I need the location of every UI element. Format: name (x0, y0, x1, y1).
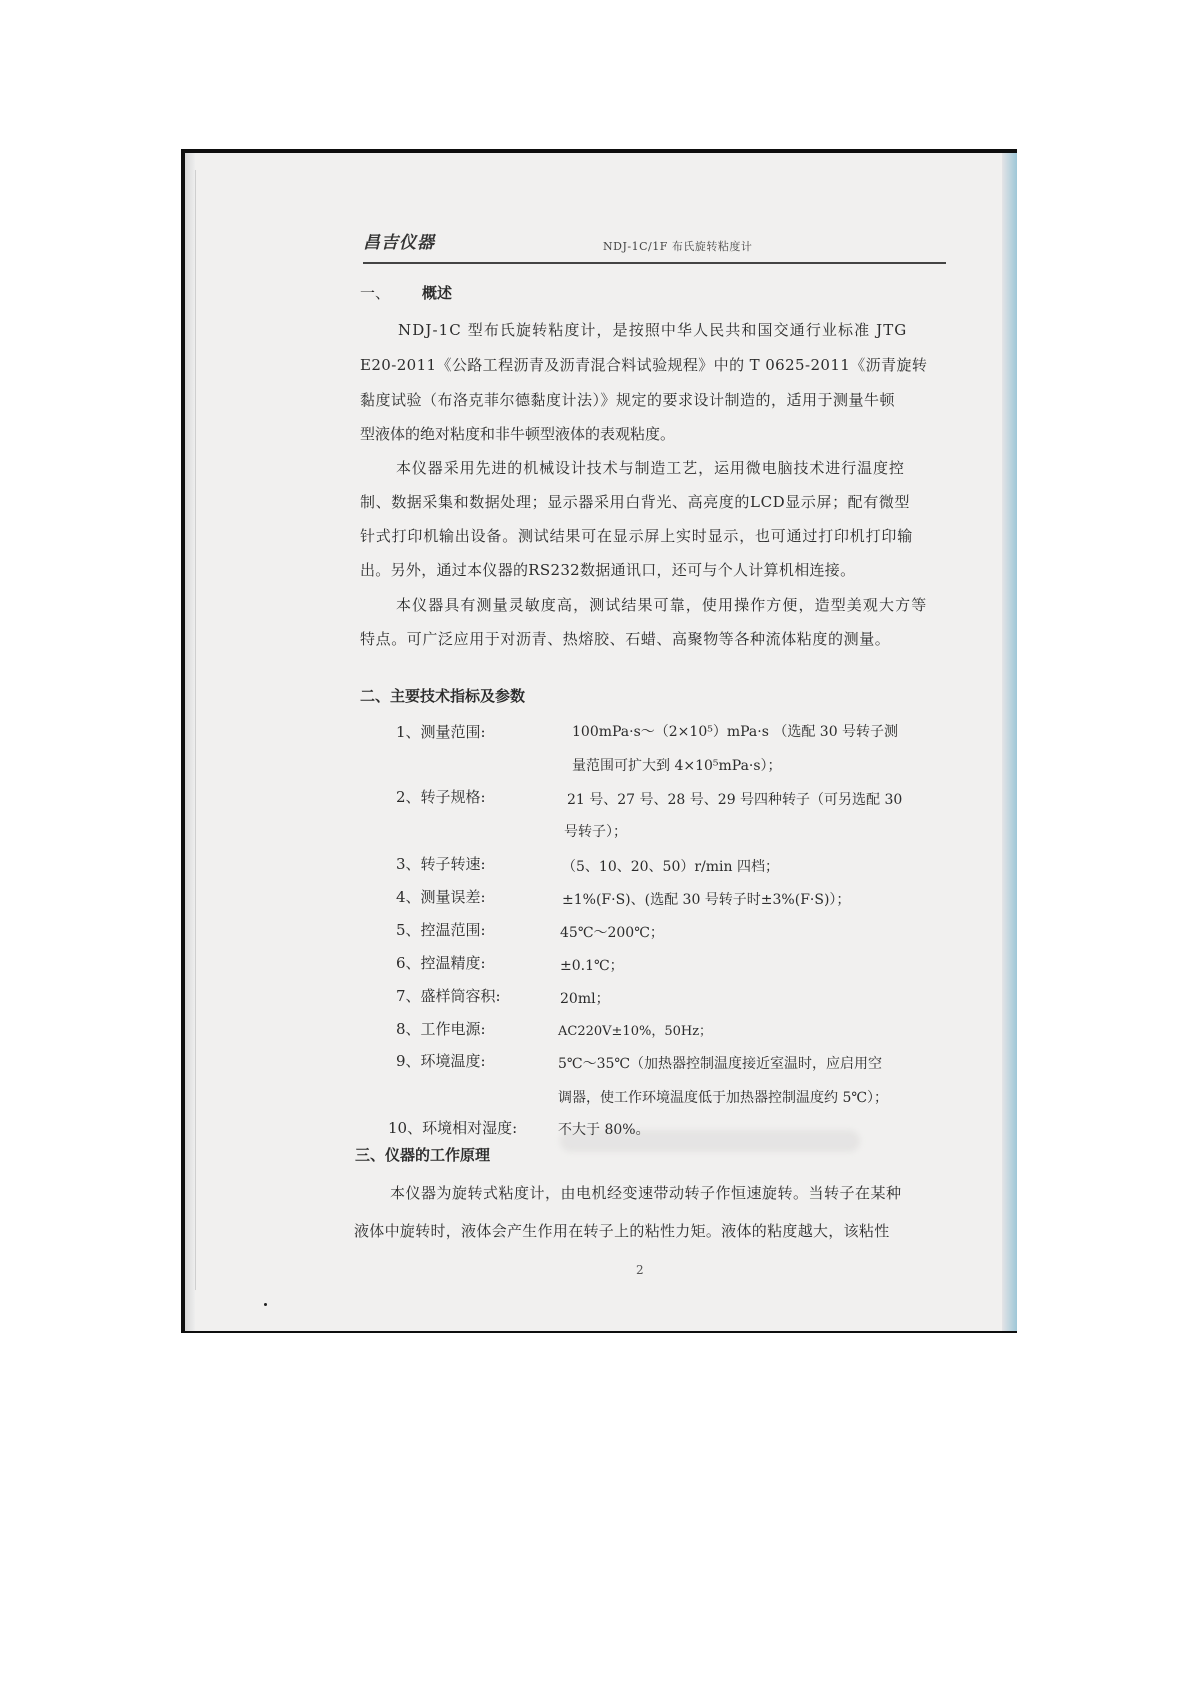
spec-label: 7、盛样筒容积: (396, 987, 501, 1005)
page-shadow-right (1002, 153, 1017, 1331)
paragraph-line: E20-2011《公路工程沥青及沥青混合料试验规程》中的 T 0625-2011《沥青旋转 (360, 356, 928, 374)
spec-label: 6、控温精度: (396, 954, 486, 972)
spec-value: 号转子）； (564, 824, 627, 840)
spec-label: 5、控温范围: (396, 921, 486, 939)
section2-title: 二、主要技术指标及参数 (360, 687, 526, 705)
paragraph-line: NDJ-1C 型布氏旋转粘度计，是按照中华人民共和国交通行业标准 JTG (398, 321, 908, 339)
paragraph-line: 针式打印机输出设备。测试结果可在显示屏上实时显示，也可通过打印机打印输 (360, 527, 914, 545)
spec-label: 1、测量范围: (396, 723, 486, 741)
paragraph-line: 型液体的绝对粘度和非牛顿型液体的表观粘度。 (360, 425, 676, 443)
page-crease (195, 170, 196, 1290)
spec-value: 量范围可扩大到 4×10⁵mPa·s）； (572, 758, 782, 774)
paragraph-line: 液体中旋转时，液体会产生作用在转子上的粘性力矩。液体的粘度越大，该粘性 (354, 1222, 890, 1240)
spec-value: AC220V±10%，50Hz； (558, 1024, 713, 1039)
paragraph-line: 本仪器具有测量灵敏度高，测试结果可靠，使用操作方便，造型美观大方等 (396, 596, 928, 614)
spec-label: 10、环境相对湿度: (388, 1119, 518, 1137)
spec-value: ±1%(F·S)、(选配 30 号转子时±3%(F·S)）； (562, 892, 851, 908)
spec-value: （5、10、20、50）r/min 四档； (562, 859, 779, 875)
paragraph-line: 本仪器为旋转式粘度计，由电机经变速带动转子作恒速旋转。当转子在某种 (390, 1184, 902, 1202)
spec-value: 21 号、27 号、28 号、29 号四种转子（可另选配 30 (567, 792, 903, 808)
header-brand: 昌吉仪器 (363, 233, 435, 253)
section3-title: 三、仪器的工作原理 (355, 1146, 491, 1164)
spec-value: 100mPa·s～（2×10⁵）mPa·s （选配 30 号转子测 (572, 724, 899, 740)
spec-label: 4、测量误差: (396, 888, 486, 906)
spec-label: 2、转子规格: (396, 788, 486, 806)
spec-value: 调器，使工作环境温度低于加热器控制温度约 5℃）； (558, 1090, 889, 1106)
speck (264, 1303, 267, 1306)
spec-label: 9、环境温度: (396, 1052, 486, 1070)
paragraph-line: 出。另外，通过本仪器的RS232数据通讯口，还可与个人计算机相连接。 (360, 561, 856, 579)
paragraph-line: 特点。可广泛应用于对沥青、热熔胶、石蜡、高聚物等各种流体粘度的测量。 (360, 630, 891, 648)
header-model: NDJ-1C/1F 布氏旋转粘度计 (603, 240, 753, 253)
spec-value: 20ml； (560, 991, 610, 1007)
paragraph-line: 本仪器采用先进的机械设计技术与制造工艺，运用微电脑技术进行温度控 (396, 459, 905, 477)
page-number: 2 (636, 1263, 644, 1277)
page-shadow-left (185, 153, 195, 1331)
section1-title: 概述 (422, 284, 453, 302)
paragraph-line: 制、数据采集和数据处理；显示器采用白背光、高亮度的LCD显示屏；配有微型 (360, 493, 911, 511)
spec-value: ±0.1℃； (560, 958, 624, 974)
spec-label: 8、工作电源: (396, 1020, 486, 1038)
spec-label: 3、转子转速: (396, 855, 486, 873)
section1-number: 一、 (360, 284, 391, 302)
running-header (363, 226, 946, 264)
spec-value: 不大于 80%。 (558, 1122, 650, 1138)
paragraph-line: 黏度试验（布洛克菲尔德黏度计法）》规定的要求设计制造的，适用于测量牛顿 (360, 391, 896, 409)
spec-value: 45℃～200℃； (560, 925, 664, 941)
spec-value: 5℃～35℃（加热器控制温度接近室温时，应启用空 (558, 1056, 883, 1072)
